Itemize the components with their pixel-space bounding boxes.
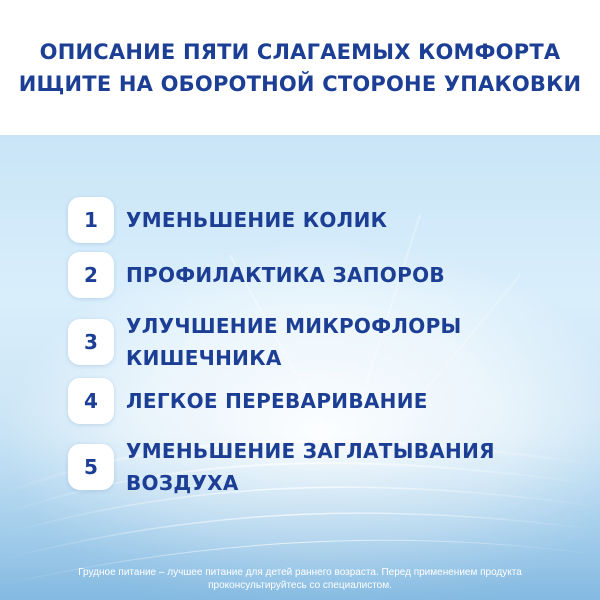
header-title-line-1: ОПИСАНИЕ ПЯТИ СЛАГАЕМЫХ КОМФОРТА xyxy=(39,39,561,64)
benefits-panel xyxy=(0,135,600,600)
benefit-label-line-1: УЛУЧШЕНИЕ МИКРОФЛОРЫ xyxy=(126,314,462,338)
benefit-label xyxy=(126,310,462,374)
benefit-label-line: ЛЕГКОЕ ПЕРЕВАРИВАНИЕ xyxy=(126,389,428,413)
benefit-number-badge: 2 xyxy=(68,252,114,298)
benefit-number-badge: 3 xyxy=(68,319,114,365)
benefit-number-badge: 5 xyxy=(68,444,114,490)
header xyxy=(0,0,600,135)
disclaimer xyxy=(0,566,600,592)
benefit-item-4 xyxy=(68,378,428,424)
benefit-label-line-2: КИШЕЧНИКА xyxy=(126,346,282,370)
benefit-label xyxy=(126,259,445,291)
benefit-item-5 xyxy=(68,435,495,499)
disclaimer-line-1: Грудное питание – лучшее питание для детей раннего возраста. Перед применением продукта xyxy=(78,567,522,578)
benefit-label xyxy=(126,204,387,236)
benefits-list xyxy=(0,135,600,600)
disclaimer-line-2: проконсультируйтесь со специалистом. xyxy=(208,580,392,591)
benefit-label-line-1: УМЕНЬШЕНИЕ ЗАГЛАТЫВАНИЯ xyxy=(126,439,495,463)
benefit-item-2 xyxy=(68,252,445,298)
benefit-label-line: ПРОФИЛАКТИКА ЗАПОРОВ xyxy=(126,263,445,287)
benefit-number-badge: 4 xyxy=(68,378,114,424)
benefit-item-3 xyxy=(68,310,462,374)
benefit-label xyxy=(126,385,428,417)
benefit-number-badge: 1 xyxy=(68,197,114,243)
benefit-label xyxy=(126,435,495,499)
benefit-label-line: УМЕНЬШЕНИЕ КОЛИК xyxy=(126,208,388,232)
benefit-label-line-2: ВОЗДУХА xyxy=(126,471,239,495)
header-title-line-2: ИЩИТЕ НА ОБОРОТНОЙ СТОРОНЕ УПАКОВКИ xyxy=(18,71,582,96)
benefit-item-1 xyxy=(68,197,387,243)
